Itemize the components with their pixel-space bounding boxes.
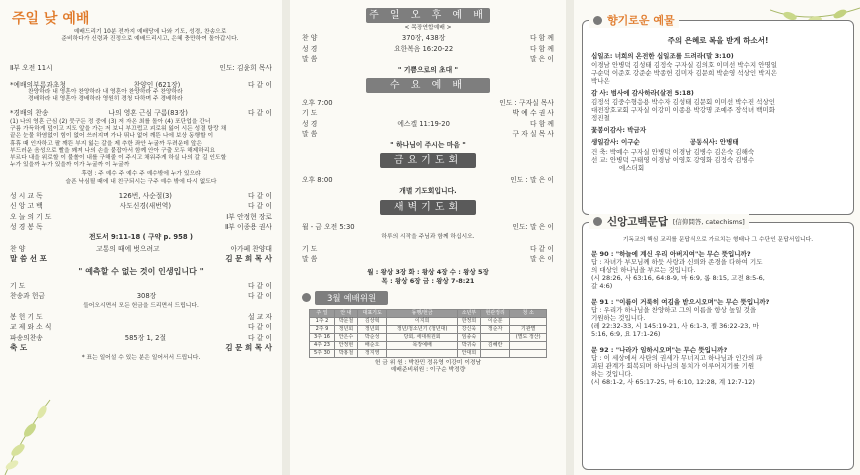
wednesday-leader: 인도 : 구자실 목사	[499, 98, 554, 107]
donor-line: 이경남 안병덕 김성태 김정숙 구자실 김의호 이미선 박수지 안명일	[591, 61, 778, 69]
thanks-label: 감 사: 범사에 감사하라(살전 5:18)	[591, 89, 694, 97]
qa-item: 문 90 : "하늘에 계신 우리 아버지여"는 무슨 뜻입니까? 답 : 자녀가 부모님께 하듯 사랑과 신뢰와 존경을 다하여 기도 의 대상인 하나님을 부르는 것입니다. (시 28:26, 사 63:16, 64:8-9, 마 6:9, 롬 8:15, 고전 8:5-6, 갈 4:6)	[591, 250, 765, 291]
friday-note: 개별 기도회입니다.	[399, 187, 457, 196]
order-row: 기 도 다 같 이	[10, 281, 272, 290]
order-row: 찬송과 헌금 308장 다 같 이	[10, 292, 272, 301]
duty-roster-title: 3월 예배위원	[315, 291, 388, 305]
offering-note: 들어오시면서 모든 헌금을 드리면서 드립니다.	[83, 302, 199, 309]
tithe-label: 십일조: 너희의 온전한 십일조를 드려라(말 3:10)	[591, 52, 734, 60]
order-row: *예배의부름과초청 찬양인 (621장) 다 같 이	[10, 80, 272, 89]
donor-line: 정진철	[591, 114, 610, 122]
afternoon-service-banner: 주 일 오 후 예 배	[366, 8, 490, 23]
wednesday-theme: " 하나님이 주시는 마음 "	[390, 140, 466, 149]
fold-divider	[566, 0, 574, 475]
order-row: 교 제 와 소 식 다 같 이	[10, 323, 272, 332]
sermon-title: " 예측할 수 없는 것이 인생입니다 "	[78, 266, 204, 276]
donor-line: 김정석 김중수형응용 박수자 김성태 김문회 이미선 박수진 석상인	[591, 98, 775, 106]
duty-roster-table: 주 일 안 내 대표기도 동행/헌금 소년부 현관정리 청 소 1주 2 박문철 김상혁 이지희 한정희 이순분 2주 9 정년회 정년회 정년/청소년기 (청년대) 강신욱 정순자 기관별 3주 16 안은수 박순성 당회, 세대위원회 임종숙 (별도 정산) 4주 23 안정현 배순오 목장예배 박귀숙 김혜란 5주 30 박홍철 정지영 안대희	[309, 309, 547, 358]
catechism-subtitle: [信仰問答, catechisms]	[672, 218, 745, 226]
sunday-worship-column	[0, 0, 282, 475]
intro-line: 예배드리기 10분 전까지 예배당에 나와 기도, 성경, 찬송으로	[73, 29, 227, 35]
qa-item: 문 91 : "이름이 거룩히 여김을 받으시오며"는 무슨 뜻입니까? 답 : 우리가 하나님을 찬양하고 그의 이름을 항상 높일 것을 기원하는 것입니다. (레 22:32-33, 시 145:19-21, 사 6:1-3, 젤 36:22-23, 마 5:16, 6:9, 요 17:1-26)	[591, 298, 770, 339]
table-row: 2주 9 정년회 정년회 정년/청소년기 (청년대) 강신욱 정순자 기관별	[310, 325, 547, 333]
catechism-intro: 기독교의 핵심 교리를 문답식으로 가르치는 형태나 그 수단인 문답서입니다.	[622, 237, 814, 243]
lyric-line: 부르다 내을 위로할 이 불쏠이 내를 구해줄 이 주시고 채워주게 하실 나의 갈 길 인도할	[10, 154, 227, 161]
benediction-row: 축 도 김 문 희 목 사	[10, 342, 272, 352]
order-row: 찬 양 고통의 때에 벗으려고 아가페 찬양대	[10, 244, 272, 253]
lyric-line: 경배하라 내 영혼아 경배하라 영원히 경청 다하며 주 경배하라	[28, 96, 183, 103]
donor-line: 박나은	[591, 77, 610, 85]
order-row: 성 시 교 독 126번, 사순절(3) 다 같 이	[10, 191, 272, 200]
offerings-title: 향기로운 예물	[607, 14, 675, 27]
reading-plan: 월 : 왕상 3장 화 : 왕상 4장 수 : 왕상 5장	[367, 267, 489, 276]
order-row: 성 경 봉 독 Ⅱ부 이종용 권사	[10, 223, 272, 232]
lyric-line: (1) 나의 영혼 근심 (2) 뭇구든 정 중에 (3) 저 자온 최를 돌아 (4) 포단업을 간너	[10, 118, 211, 125]
sunday-worship-title: 주일 낮 예배	[12, 11, 90, 27]
order-row: 찬 양 370장, 438장 다 함 께	[302, 34, 554, 43]
meal-label: 공동식사: 안병태	[689, 138, 739, 146]
order-row: 기 도 박 예 수 권 사	[302, 109, 554, 118]
lyric-line: 찬양하라 내 영혼아 찬양하라 내 영혼아 찬양하라 주 찬양하라	[28, 89, 183, 95]
table-row: 1주 2 박문철 김상혁 이지희 한정희 이순분	[310, 317, 547, 325]
lyric-line: 끝은 눈물 하염없이 힘이 없어 쓰러지며 가나 뛰나 없어 깨뜬 나에 보상 동행할 이	[10, 133, 214, 140]
friday-prayer-banner: 금요기도회	[380, 153, 476, 168]
other-services-column	[290, 0, 566, 475]
bullet-icon	[302, 293, 311, 302]
order-row: 말 씀 말 은 이	[302, 55, 554, 64]
mission-label: 선 교: 안병덕 구태영 이경남 이영호 강영화 김정숙 김병수	[591, 156, 755, 164]
table-row: 5주 30 박홍철 정지영 안대희	[310, 349, 547, 357]
afternoon-subtitle: < 목장연합예배 >	[404, 25, 452, 31]
offerings-catechism-column	[574, 0, 860, 475]
wednesday-time: 오후 7:00	[302, 98, 333, 107]
birthday-label: 생일감사: 이구순	[591, 138, 640, 146]
intro-line: 준비하다가 신령과 진정으로 예배드리시고, 은혜 충만하여 돌아갑시다.	[61, 36, 239, 43]
service-time: Ⅱ부 오전 11시	[10, 64, 53, 73]
dawn-time: 월 - 금 오전 5:30	[302, 223, 355, 232]
sermon-row: 말 씀 선 포 김 문 희 목 사	[10, 253, 272, 263]
offering-committee: 헌 금 위 원 : 박찬민 정유영 이강미 이경남	[374, 359, 482, 366]
order-row: 파송의찬송 585장 1, 2절 다 같 이	[10, 333, 272, 342]
catechism-box	[582, 216, 854, 470]
lyric-line: 구름 가득하게 덮이고 지도 앞을 가는 저 보니 부끄럽고 괴로워 잃어 시든 성결 탕랑 채	[10, 126, 227, 133]
dawn-leader: 인도: 말 은 이	[512, 223, 554, 232]
service-leader: 인도: 김윤희 목사	[219, 64, 272, 73]
footer-note: * 표는 일어설 수 있는 분은 일어서서 드립니다.	[81, 354, 201, 361]
bullet-icon	[593, 16, 602, 25]
mission-extra: 에스더회	[619, 164, 645, 172]
order-row: 말 씀 구 자 실 목 사	[302, 130, 554, 139]
dawn-prayer-banner: 새벽기도회	[380, 200, 476, 215]
order-row: 성 경 요한복음 16:20-22 다 함 께	[302, 44, 554, 53]
order-row: 오 늘 의 기 도 Ⅰ부 안정현 장로	[10, 212, 272, 221]
scripture-ref: 전도서 9:11-18 ( 구약 p. 958 )	[88, 232, 194, 241]
order-row: 봉 헌 기 도 설 교 자	[10, 312, 272, 321]
refrain-line: 후렴 : 주 예수 주 예수 주 예수밖에 누가 있으랴	[81, 171, 201, 178]
lyric-line: 부드러운 음성으로 빨을 꽤져 나의 손을 붙잡아서 함께 안아 구출 모두 해제하리요	[10, 147, 216, 154]
order-row: 말 씀 말 은 이	[302, 255, 554, 264]
wednesday-service-banner: 수 요 예 배	[366, 78, 490, 93]
building-label: 건 축: 박예수 구자실 안병덕 이경남 김병수 김은숙 김해숙	[591, 148, 755, 156]
bullet-icon	[593, 217, 602, 226]
qa-item: 문 92 : "나라가 임하시오며"는 무슨 뜻입니까? 답 : 이 세상에서 사탄의 권세가 무너지고 하나님과 인간의 파 괴된 관계가 회복되며 하나님의 통치가 이루어지기를 기원 하는 것입니다. (시 68:1-2, 사 65:17-25, 마 6:10, 12:28, 계 12:7-12)	[591, 346, 763, 387]
offerings-heading: 주의 은혜로 복을 받게 하소서!	[667, 36, 769, 45]
donor-line: 대전장호교회 구자실 이강미 이종용 박강명 조예주 장석녀 백미화	[591, 106, 775, 114]
leaf-decoration-icon	[0, 380, 60, 475]
order-row: 기 도 다 같 이	[302, 244, 554, 253]
reading-plan: 목 : 왕상 6장 금 : 왕상 7-8:21	[381, 276, 475, 285]
afternoon-theme: " 기쁨으로의 초대 "	[397, 65, 459, 74]
order-row: *경배의 찬송 나의 영혼 근심 구름(83장) 다 같 이	[10, 108, 272, 117]
table-row: 3주 16 안은수 박순성 당회, 세대위원회 임종숙 (별도 정산)	[310, 333, 547, 341]
offerings-box	[582, 14, 854, 215]
order-row: 성 경 에스겔 11:19-20 다 함 께	[302, 119, 554, 128]
order-row: 신 앙 고 백 사도신경(새번역) 다 같 이	[10, 202, 272, 211]
friday-leader: 인도 : 말 은 이	[510, 175, 554, 184]
table-row: 4주 23 안정현 배순오 목장예배 박귀숙 김혜란	[310, 341, 547, 349]
fold-divider	[282, 0, 290, 475]
friday-time: 오후 8:00	[302, 175, 333, 184]
lyric-line: 누가 있을까 누가 있을까 이가 누굴까 이 누굴까	[10, 162, 130, 169]
lyric-line: 휴휴 때 인자하고 팔 깨뜬 부지 잃는 갈을 제 추한 좌안 누굴까 두려운데 앞은	[10, 140, 202, 147]
refrain-line: 슬픈 낙심될 때에 내 친구되시는 구주 예수 밖에 다시 없도다	[65, 178, 217, 185]
donor-line: 구순덕 이준호 강준순 박종헌 김미자 김문희 박순영 석상인 박지은	[591, 69, 778, 77]
flower-label: 꽃봉이감사: 박금자	[591, 126, 647, 134]
prep-committee: 예배준비위원 : 이구순 박정량	[390, 366, 466, 373]
dawn-note: 하루의 시작을 주님과 함께 하십시오.	[381, 233, 475, 240]
catechism-title: 신앙고백문답	[607, 216, 668, 228]
